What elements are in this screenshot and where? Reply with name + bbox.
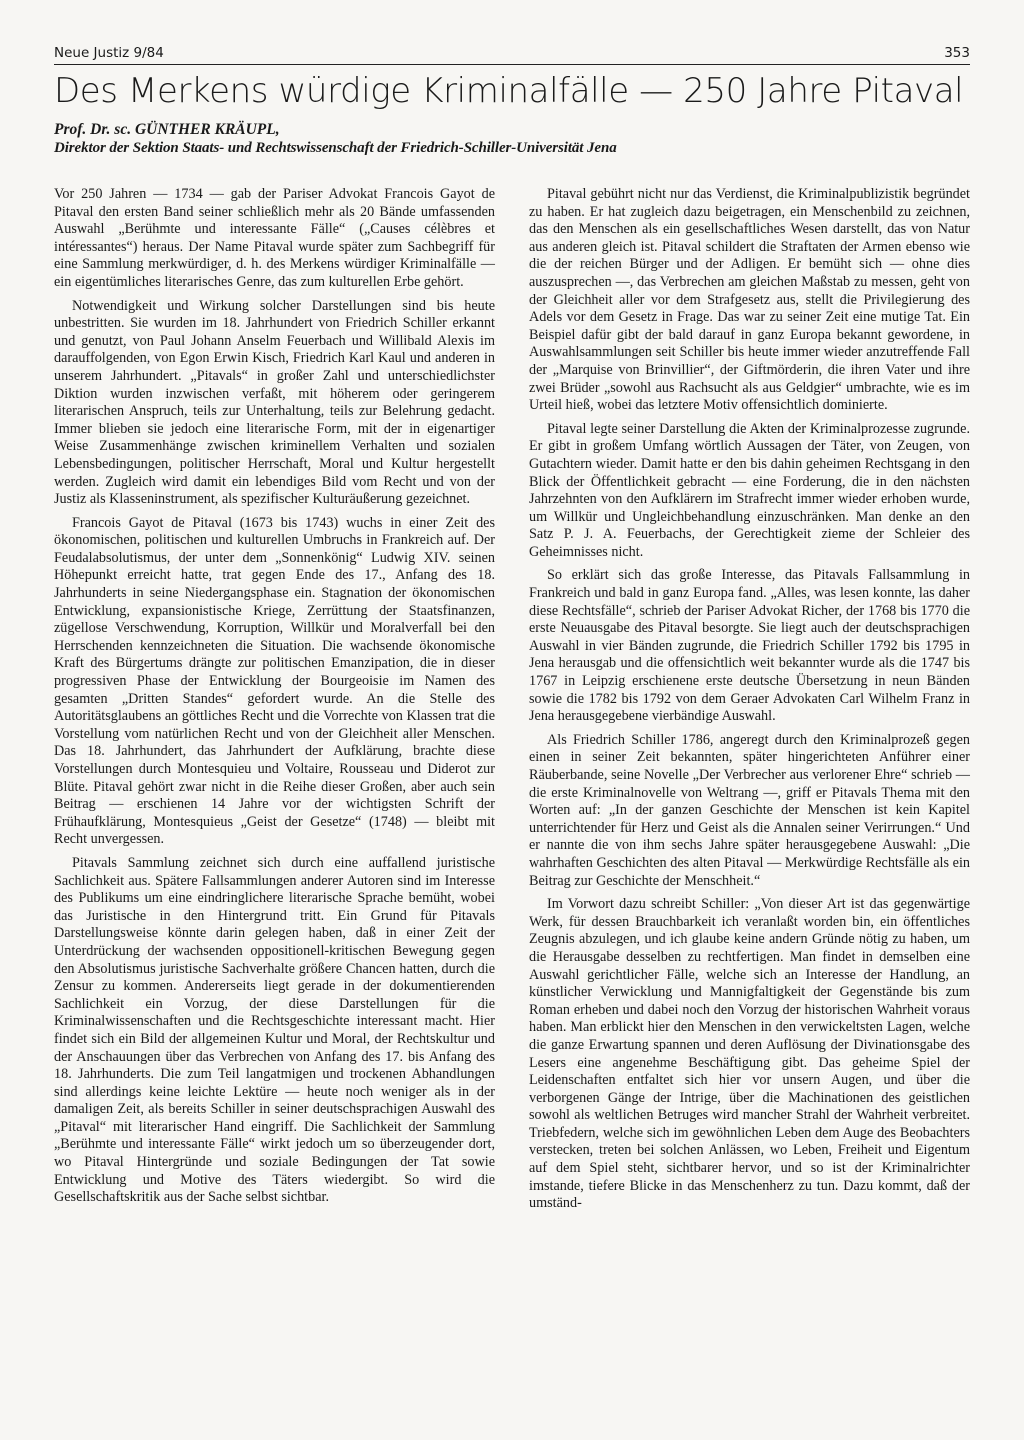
article-body <box>54 186 970 1219</box>
paragraph: Im Vorwort dazu schreibt Schiller: „Von dieser Art ist das gegenwärtige Werk, für dessen Brauchbarkeit ich veranlaßt worden bin, ein öffentliches Zeugnis abzulegen, und ich glaube keine andern Gründe nötig zu haben, um die Herausgabe desselben zu rechtfertigen. Man findet in demselben eine Auswahl gerichtlicher Fälle, welche sich an Interesse der Handlung, an künstlicher Verwicklung und Mannigfaltigkeit der Gegenstände bis zum Roman erheben und dabei noch den Vorzug der historischen Wahrheit voraus haben. Man erblickt hier den Menschen in den verwickeltsten Lagen, welche die ganze Erwartung spannen und deren Auflösung der Divinationsgabe des Lesers eine angenehme Beschäftigung gibt. Das geheime Spiel der Leidenschaften entfaltet sich hier vor unsern Augen, und über die verborgenen Gänge der Intrige, über die Machinationen des geistlichen sowohl als weltlichen Betruges wird mancher Strahl der Wahrheit verbreitet. Triebfedern, welche sich im gewöhnlichen Leben dem Auge des Beobachters verstecken, treten bei solchen Anlässen, wo Leben, Freiheit und Eigentum auf dem Spiel steht, sichtbarer hervor, und so ist der Kriminalrichter imstande, tiefere Blicke in das Menschenherz zu tun. Dazu kommt, daß der umständ- <box>529 896 970 1212</box>
left-column <box>54 186 495 1219</box>
paragraph: Notwendigkeit und Wirkung solcher Darstellungen sind bis heute unbestritten. Sie wurden im 18. Jahrhundert von Friedrich Schiller erkannt und genutzt, von Paul Johann Anselm Feuerbach und Willibald Alexis im darauffolgenden, von Egon Erwin Kisch, Friedrich Karl Kaul und anderen in unserem Jahrhundert. „Pitavals“ in großer Zahl und unterschiedlichster Diktion wurden inzwischen verfaßt, mit höherem oder geringerem literarischen Anspruch, teils zur Unterhaltung, teils zur Belehrung gedacht. Immer blieben sie jedoch eine literarische Form, mit der in eigenartiger Weise Zusammenhänge zwischen kriminellem Verhalten und sozialen Lebensbedingungen, politischer Herrschaft, Moral und Kultur hergestellt werden. Zugleich wird damit ein lebendiges Bild vom Recht und von der Justiz als Klasseninstrument, als spezifischer Kulturäußerung gezeichnet. <box>54 297 495 508</box>
paragraph: Francois Gayot de Pitaval (1673 bis 1743) wuchs in einer Zeit des ökonomischen, politischen und kulturellen Umbruchs in Frankreich auf. Der Feudalabsolutismus, der unter dem „Sonnenkönig“ Ludwig XIV. seinen Höhepunkt erreicht hatte, trat gegen Ende des 17., Anfang des 18. Jahrhunderts in seine Niedergangsphase ein. Stagnation der ökonomischen Entwicklung, expansionistische Kriege, Zerrüttung der Staatsfinanzen, zügellose Verschwendung, Korruption, Willkür und Moralverfall bei den Herrschenden kennzeichneten die Situation. Die wachsende ökonomische Kraft des Bürgertums drängte zur politischen Emanzipation, die in dieser progressiven Phase der Entwicklung der Bourgeoisie im Namen des gesamten „Dritten Standes“ gefordert wurde. An die Stelle des Autoritätsglaubens an göttliches Recht und die Vorrechte von Klassen trat die Vorstellung vom natürlichen Recht und von der Gleichheit aller Menschen. Das 18. Jahrhundert, das Jahrhundert der Aufklärung, brachte diese Vorstellungen durch Montesquieu und Voltaire, Rousseau und Diderot zur Blüte. Pitaval gehört zwar nicht in die Reihe dieser Großen, aber auch sein Beitrag — erschienen 14 Jahre vor der wichtigsten Schrift der Frühaufklärung, Montesquieus „Geist der Gesetze“ (1748) — bleibt mit Recht unvergessen. <box>54 514 495 848</box>
running-head <box>54 44 970 65</box>
paragraph: Vor 250 Jahren — 1734 — gab der Pariser Advokat Francois Gayot de Pitaval den ersten Band seiner schließlich mehr als 20 Bände umfassenden Auswahl „Berühmte und interessante Fälle“ („Causes célèbres et intéressantes“) heraus. Der Name Pitaval wurde später zum Sachbegriff für eine Sammlung merkwürdiger, d. h. des Merkens würdiger Kriminalfälle — ein eigentümliches literarisches Genre, das zum kulturellen Erbe gehört. <box>54 186 495 290</box>
paragraph: So erklärt sich das große Interesse, das Pitavals Fallsammlung in Frankreich und bald in ganz Europa fand. „Alles, was lesen konnte, las daher diese Rechtsfälle“, schrieb der Pariser Advokat Richer, der 1768 bis 1770 die erste Neuausgabe des Pitaval besorgte. Sie liegt auch der deutschsprachigen Auswahl in vier Bänden zugrunde, die Friedrich Schiller 1792 bis 1795 in Jena herausgab und die offensichtlich weit bekannter wurde als die 1747 bis 1767 in Leipzig erschienene erste deutsche Übersetzung in neun Bänden sowie die 1782 bis 1792 von dem Geraer Advokaten Carl Wilhelm Franz in Jena herausgegebene vierbändige Auswahl. <box>529 567 970 725</box>
article-author: Prof. Dr. sc. GÜNTHER KRÄUPL, <box>54 121 280 138</box>
paragraph: Als Friedrich Schiller 1786, angeregt durch den Kriminalprozeß gegen einen in seiner Zeit bekannten, später hingerichteten Anführer einer Räuberbande, seine Novelle „Der Verbrecher aus verlorener Ehre“ schrieb — die erste Kriminalnovelle von Weltrang —, griff er Pitavals Thema mit den Worten auf: „In der ganzen Geschichte der Menschen ist kein Kapitel unterrichtender für Herz und Geist als die Annalen seiner Verirrungen.“ Und er nannte die von ihm sechs Jahre später herausgegebene Auswahl: „Die wahrhaften Geschichten des alten Pitaval — Merkwürdige Rechtsfälle als ein Beitrag zur Geschichte der Menschheit.“ <box>529 731 970 889</box>
paragraph: Pitaval gebührt nicht nur das Verdienst, die Kriminalpublizistik begründet zu haben. Er hat zugleich dazu beigetragen, ein Menschenbild zu zeichnen, das den Menschen als ein gesellschaftliches Wesen darstellt, das von Natur aus anderen gleich ist. Pitaval schildert die Straftaten der Armen ebenso wie die der reichen Bürger und der Adligen. Er bemüht sich — ohne dies auszusprechen —, das Verbrechen am gleichen Maßstab zu messen, geht von der Gleichheit aller vor dem Strafgesetz aus, stellt die Privilegierung des Adels vor dem Gesetz in Frage. Das war zu seiner Zeit eine mutige Tat. Ein Beispiel dafür gibt der bald darauf in ganz Europa bekannt gewordene, in Auswahlsammlungen seit Schiller bis heute immer wieder anzutreffende Fall der „Marquise von Brinvillier“, der Giftmörderin, die ihren Vater und ihre zwei Brüder „sowohl aus Rachsucht als aus Geldgier“ umbrachte, wie es im Urteil hieß, wobei das letztere Motiv offensichtlich dominierte. <box>529 186 970 414</box>
paragraph: Pitaval legte seiner Darstellung die Akten der Kriminalprozesse zugrunde. Er gibt in großem Umfang wörtlich Aussagen der Täter, von Zeugen, von Gutachtern wieder. Damit hatte er den bis dahin geheimen Rechtsgang in den Blick der Öffentlichkeit gebracht — eine Forderung, die in den nächsten Jahrzehnten von den Aufklärern im Strafrecht immer wieder erhoben wurde, um Willkür und Ungleichbehandlung einzuschränken. Man denke an den Satz P. J. A. Feuerbachs, der Gerechtigkeit zieme der Schleier des Geheimnisses nicht. <box>529 420 970 560</box>
article-title: Des Merkens würdige Kriminalfälle — 250 Jahre Pitaval <box>54 71 964 111</box>
author-affiliation: Direktor der Sektion Staats- und Rechtswissenschaft der Friedrich-Schiller-Universität Jena <box>54 140 617 156</box>
right-column <box>529 186 970 1219</box>
journal-issue: Neue Justiz 9/84 <box>54 45 164 61</box>
page-number: 353 <box>944 45 970 61</box>
paragraph: Pitavals Sammlung zeichnet sich durch eine auffallend juristische Sachlichkeit aus. Spätere Fallsammlungen anderer Autoren sind im Interesse des Publikums um eine eindringlichere literarische Sprache bemüht, wobei das Juristische in den Hintergrund tritt. Ein Grund für Pitavals Darstellungsweise könnte darin gelegen haben, daß in einer Zeit der Unterdrückung der wachsenden oppositionell-kritischen Bewegung gegen den Absolutismus juristische Sachverhalte größere Chancen hatten, durch die Zensur zu kommen. Andererseits liegt gerade in der dokumentierenden Sachlichkeit ein Vorzug, der diese Darstellungen für die Kriminalwissenschaften und die Rechtsgeschichte interessant macht. Hier findet sich ein Bild der allgemeinen Kultur und Moral, der Rechtskultur und der Anschauungen über das Verbrechen von Anfang des 17. bis Anfang des 18. Jahrhunderts. Die zum Teil langatmigen und trockenen Abhandlungen sind allerdings keine leichte Lektüre — heute noch weniger als in der damaligen Zeit, als bereits Schiller in seiner deutschsprachigen Auswahl des „Pitaval“ mit literarischer Hand eingriff. Die Sachlichkeit der Sammlung „Berühmte und interessante Fälle“ wirkt jedoch um so überzeugender dort, wo Pitaval Hintergründe und soziale Bedingungen der Tat sowie Entwicklung und Motive des Täters wiedergibt. So wird die Gesellschaftskritik aus der Sache selbst sichtbar. <box>54 854 495 1206</box>
